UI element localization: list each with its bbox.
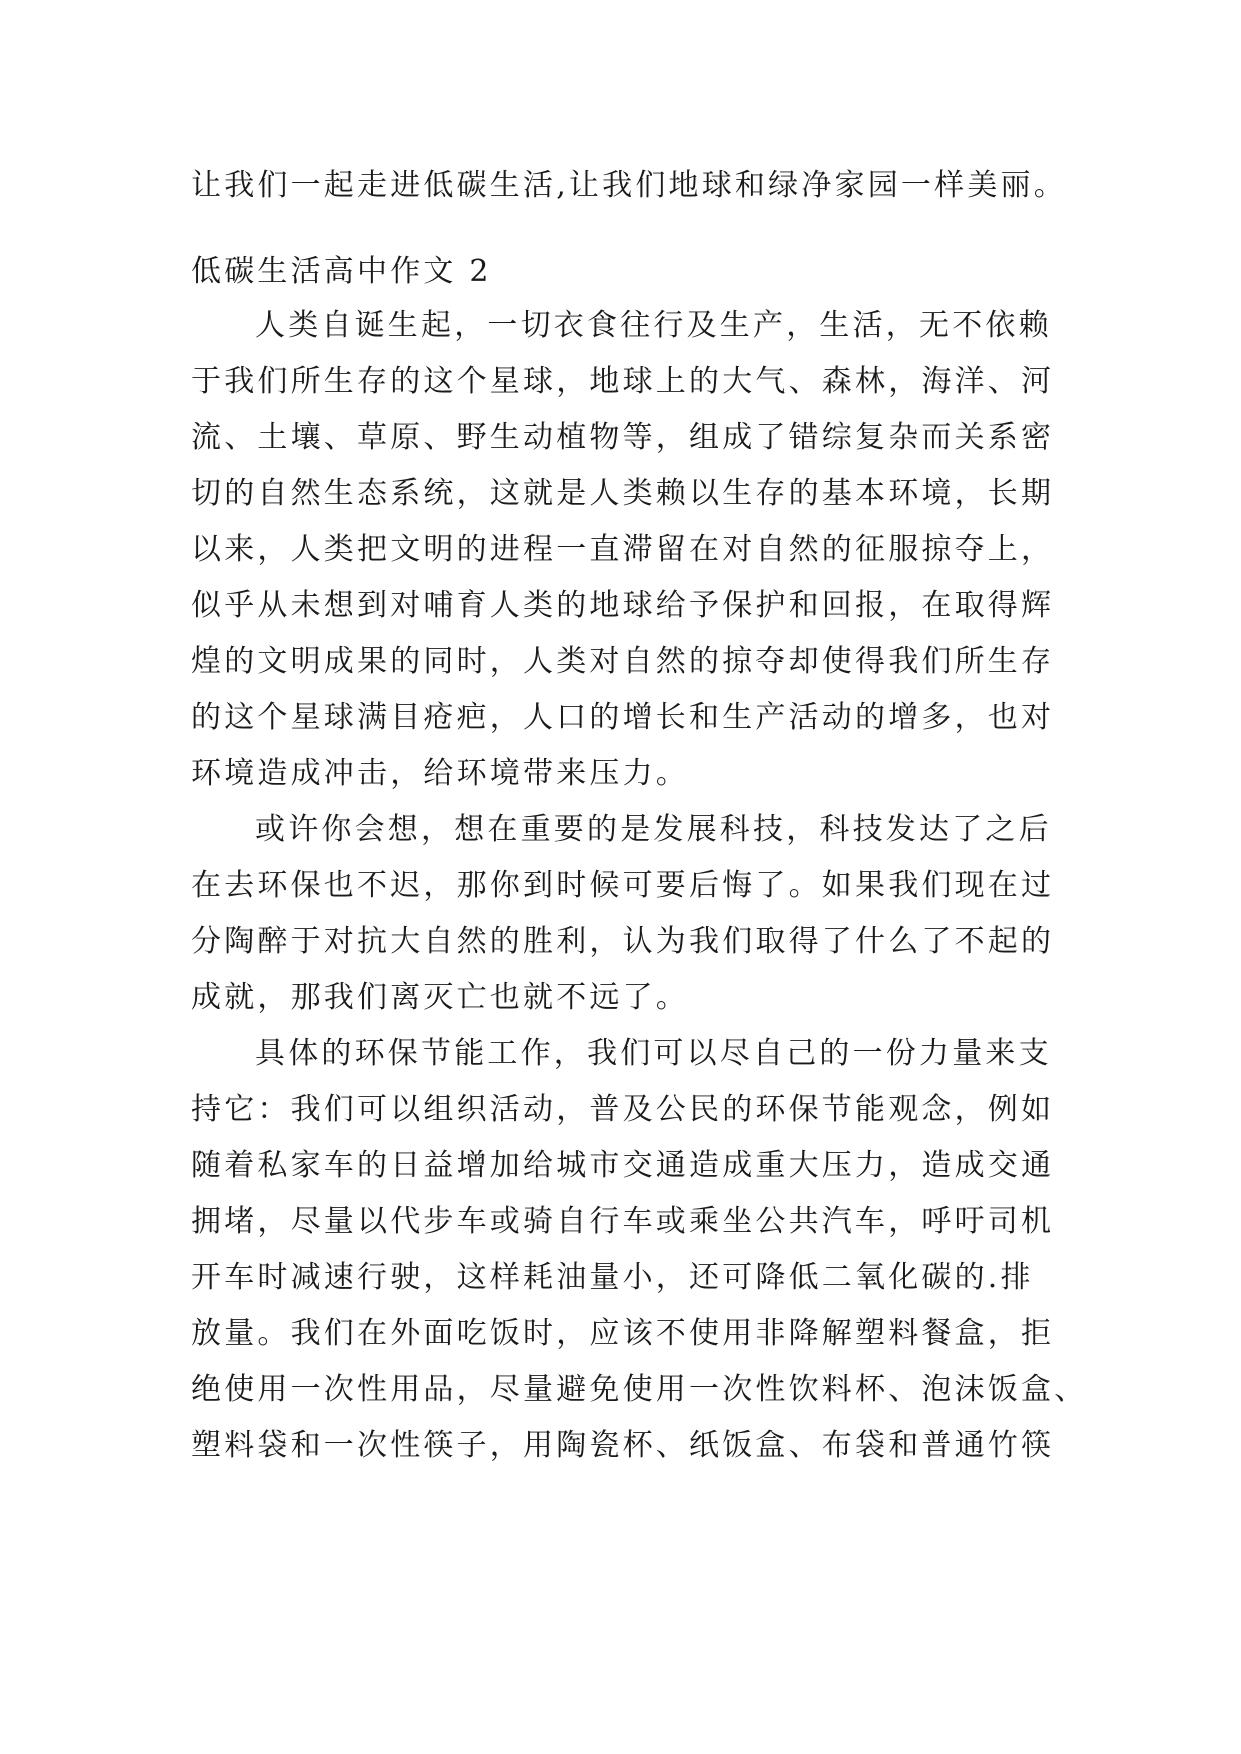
paragraph-line: 开车时减速行驶，这样耗油量小，还可降低二氧化碳的.排 <box>191 1260 1034 1295</box>
paragraph-line: 拥堵，尽量以代步车或骑自行车或乘坐公共汽车，呼吁司机 <box>191 1204 1055 1239</box>
paragraph-line: 以来，人类把文明的进程一直滞留在对自然的征服掠夺上， <box>191 532 1055 567</box>
paragraph-line: 具体的环保节能工作，我们可以尽自己的一份力量来支 <box>255 1036 1052 1071</box>
paragraph-line: 环境造成冲击，给环境带来压力。 <box>191 756 689 791</box>
paragraph-line: 人类自诞生起，一切衣食往行及生产，生活，无不依赖 <box>255 308 1052 343</box>
paragraph-line: 流、土壤、草原、野生动植物等，组成了错综复杂而关系密 <box>191 420 1055 455</box>
intro-line: 让我们一起走进低碳生活,让我们地球和绿净家园一样美丽。 <box>191 168 1067 203</box>
paragraph-line: 绝使用一次性用品，尽量避免使用一次性饮料杯、泡沫饭盒、 <box>191 1372 1088 1407</box>
paragraph-line: 于我们所生存的这个星球，地球上的大气、森林，海洋、河 <box>191 364 1055 399</box>
paragraph-line: 或许你会想，想在重要的是发展科技，科技发达了之后 <box>255 812 1052 847</box>
paragraph-line: 持它：我们可以组织活动，普及公民的环保节能观念，例如 <box>191 1092 1055 1127</box>
paragraph-line: 切的自然生态系统，这就是人类赖以生存的基本环境，长期 <box>191 476 1055 511</box>
paragraph-line: 塑料袋和一次性筷子，用陶瓷杯、纸饭盒、布袋和普通竹筷 <box>191 1428 1055 1463</box>
paragraph-line: 分陶醉于对抗大自然的胜利，认为我们取得了什么了不起的 <box>191 924 1055 959</box>
paragraph-line: 似乎从未想到对哺育人类的地球给予保护和回报，在取得辉 <box>191 588 1055 623</box>
paragraph-line: 在去环保也不迟，那你到时候可要后悔了。如果我们现在过 <box>191 868 1055 903</box>
paragraph-line: 随着私家车的日益增加给城市交通造成重大压力，造成交通 <box>191 1148 1055 1183</box>
paragraph-line: 成就，那我们离灭亡也就不远了。 <box>191 980 689 1015</box>
paragraph-line: 的这个星球满目疮疤，人口的增长和生产活动的增多，也对 <box>191 700 1055 735</box>
paragraph-line: 煌的文明成果的同时，人类对自然的掠夺却使得我们所生存 <box>191 644 1055 679</box>
paragraph-line: 放量。我们在外面吃饭时，应该不使用非降解塑料餐盒，拒 <box>191 1316 1055 1351</box>
essay-heading: 低碳生活高中作文 2 <box>191 254 492 289</box>
